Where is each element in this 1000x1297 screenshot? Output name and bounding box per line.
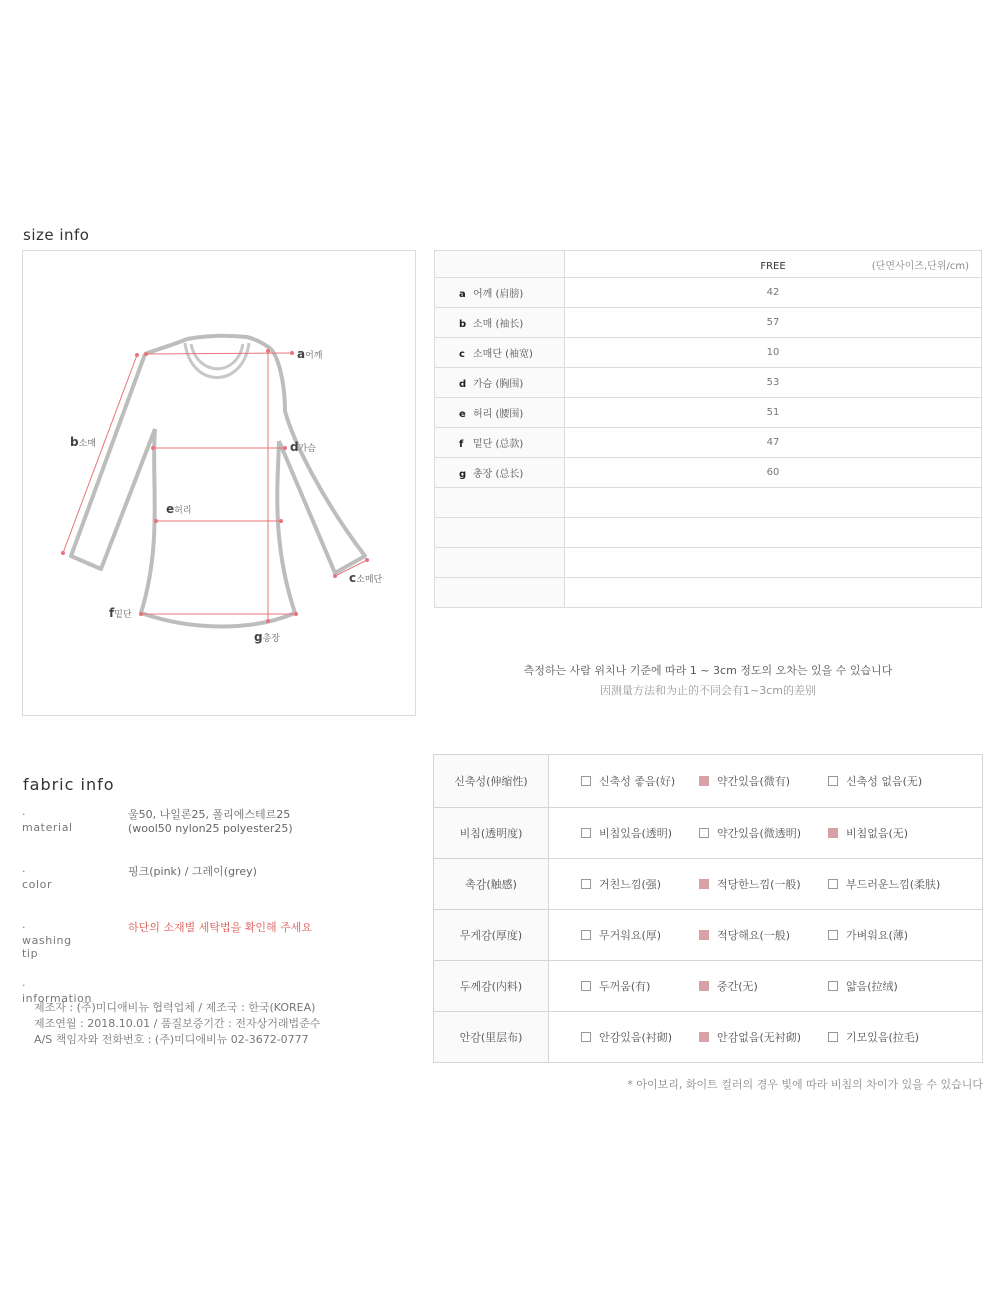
- option-checkbox: 비침있음(透明): [581, 825, 672, 841]
- table-row: 촉감(触感) 거친느낌(强) 적당한느낌(一般) 부드러운느낌(柔肤): [434, 859, 983, 910]
- measurement-note-cn: 因测量方法和为止的不同会有1~3cm的差别: [600, 684, 816, 697]
- measurement-note-ko: 측정하는 사람 위치나 기준에 따라 1 ~ 3cm 정도의 오차는 있을 수 있습니다: [523, 664, 893, 677]
- checkbox-checked-icon: [699, 776, 709, 786]
- checkbox-icon: [581, 1032, 591, 1042]
- table-row: g 총장 (总长) 60: [435, 458, 982, 488]
- option-checkbox: 비침없음(无): [828, 825, 908, 841]
- option-checkbox: 가벼워요(薄): [828, 927, 908, 943]
- label-d: d가슴: [290, 440, 316, 454]
- option-checkbox: 얇음(拉绒): [828, 978, 898, 994]
- label-g: g총장: [254, 630, 280, 644]
- option-checkbox: 안감없음(无衬砌): [699, 1029, 801, 1045]
- measure-lines: [63, 351, 367, 621]
- washing-value: 하단의 소재별 세탁법을 확인해 주세요: [128, 921, 313, 934]
- table-row: 안감(里层布) 안감있음(衬砌) 안감없음(无衬砌) 기모있음(拉毛): [434, 1012, 983, 1063]
- label-c: c소매단: [349, 571, 383, 585]
- checkbox-checked-icon: [699, 1032, 709, 1042]
- table-row: e 허리 (腰围) 51: [435, 398, 982, 428]
- table-row: 신축성(伸缩性) 신축성 좋음(好) 약간있음(微有) 신축성 없음(无): [434, 755, 983, 808]
- table-row: f 밑단 (总款) 47: [435, 428, 982, 458]
- size-table-header: [435, 251, 982, 278]
- checkbox-icon: [828, 879, 838, 889]
- table-row-empty: [435, 578, 982, 608]
- checkbox-icon: [581, 930, 591, 940]
- option-checkbox: 적당한느낌(一般): [699, 876, 801, 892]
- table-row: 비침(透明度) 비침있음(透明) 약간있음(微透明) 비침없음(无): [434, 808, 983, 859]
- size-header-free: FREE: [760, 260, 786, 272]
- option-checkbox: 안감있음(衬砌): [581, 1029, 672, 1045]
- option-checkbox: 적당해요(一般): [699, 927, 790, 943]
- neckline: [185, 343, 249, 378]
- checkbox-icon: [581, 828, 591, 838]
- table-row-empty: [435, 488, 982, 518]
- option-checkbox: 신축성 좋음(好): [581, 773, 675, 789]
- checkbox-icon: [828, 981, 838, 991]
- garment-diagram: [22, 250, 416, 716]
- label-f: f밑단: [109, 606, 132, 620]
- checkbox-icon: [828, 1032, 838, 1042]
- color-key: · color: [22, 865, 53, 891]
- label-b: b소매: [70, 435, 96, 449]
- garment-sketch: [23, 251, 417, 717]
- checkbox-icon: [581, 981, 591, 991]
- option-checkbox: 무거워요(厚): [581, 927, 661, 943]
- table-row: d 가슴 (胸围) 53: [435, 368, 982, 398]
- checkbox-icon: [828, 776, 838, 786]
- option-checkbox: 거친느낌(强): [581, 876, 661, 892]
- table-row: a 어깨 (肩膀) 42: [435, 278, 982, 308]
- size-info-title: size info: [23, 226, 90, 244]
- option-checkbox: 신축성 없음(无): [828, 773, 922, 789]
- checkbox-checked-icon: [828, 828, 838, 838]
- table-row-empty: [435, 518, 982, 548]
- measure-line-sleeve: [63, 355, 137, 553]
- label-e: e허리: [166, 502, 192, 516]
- checkbox-icon: [581, 879, 591, 889]
- table-row: 두께감(内料) 두꺼움(有) 중간(无) 얇음(拉绒): [434, 961, 983, 1012]
- table-row-empty: [435, 548, 982, 578]
- material-value: 울50, 나일론25, 폴리에스테르25 (wool50 nylon25 polyester25): [128, 808, 293, 835]
- material-key: · material: [22, 808, 73, 834]
- label-a: a어깨: [297, 347, 323, 361]
- option-checkbox: 약간있음(微透明): [699, 825, 801, 841]
- information-key: · information: [22, 979, 93, 1005]
- option-checkbox: 기모있음(拉毛): [828, 1029, 919, 1045]
- checkbox-checked-icon: [699, 879, 709, 889]
- garment-outline: [71, 336, 365, 627]
- table-row: b 소매 (袖长) 57: [435, 308, 982, 338]
- washing-key: · washing tip: [22, 921, 72, 960]
- size-table: [434, 250, 982, 608]
- table-row: 무게감(厚度) 무거워요(厚) 적당해요(一般) 가벼워요(薄): [434, 910, 983, 961]
- checkbox-checked-icon: [699, 930, 709, 940]
- information-text: 제조자 : (주)미디애비뉴 협력업체 / 제조국 : 한국(KOREA) 제조연월 : 2018.10.01 / 품질보증기간 : 전자상거래법준수 A/S 책임자와 전화번호 : (주)미디애비뉴 02-3672-0777: [34, 1001, 321, 1046]
- option-checkbox: 두꺼움(有): [581, 978, 650, 994]
- measure-line-shoulder: [146, 353, 292, 354]
- checkbox-checked-icon: [699, 981, 709, 991]
- table-row: c 소매단 (袖宽) 10: [435, 338, 982, 368]
- checkbox-icon: [828, 930, 838, 940]
- option-checkbox: 약간있음(微有): [699, 773, 790, 789]
- checkbox-icon: [699, 828, 709, 838]
- footnote: * 아이보리, 화이트 컬러의 경우 빛에 따라 비침의 차이가 있을 수 있습니다: [627, 1078, 983, 1091]
- option-checkbox: 중간(无): [699, 978, 758, 994]
- checkbox-icon: [581, 776, 591, 786]
- color-value: 핑크(pink) / 그레이(grey): [128, 865, 257, 878]
- fabric-info-title: fabric info: [23, 775, 115, 794]
- fabric-table: [433, 754, 983, 1063]
- option-checkbox: 부드러운느낌(柔肤): [828, 876, 940, 892]
- unit-note: (단면사이즈,단위/cm): [871, 261, 969, 272]
- measure-dots: [61, 349, 369, 623]
